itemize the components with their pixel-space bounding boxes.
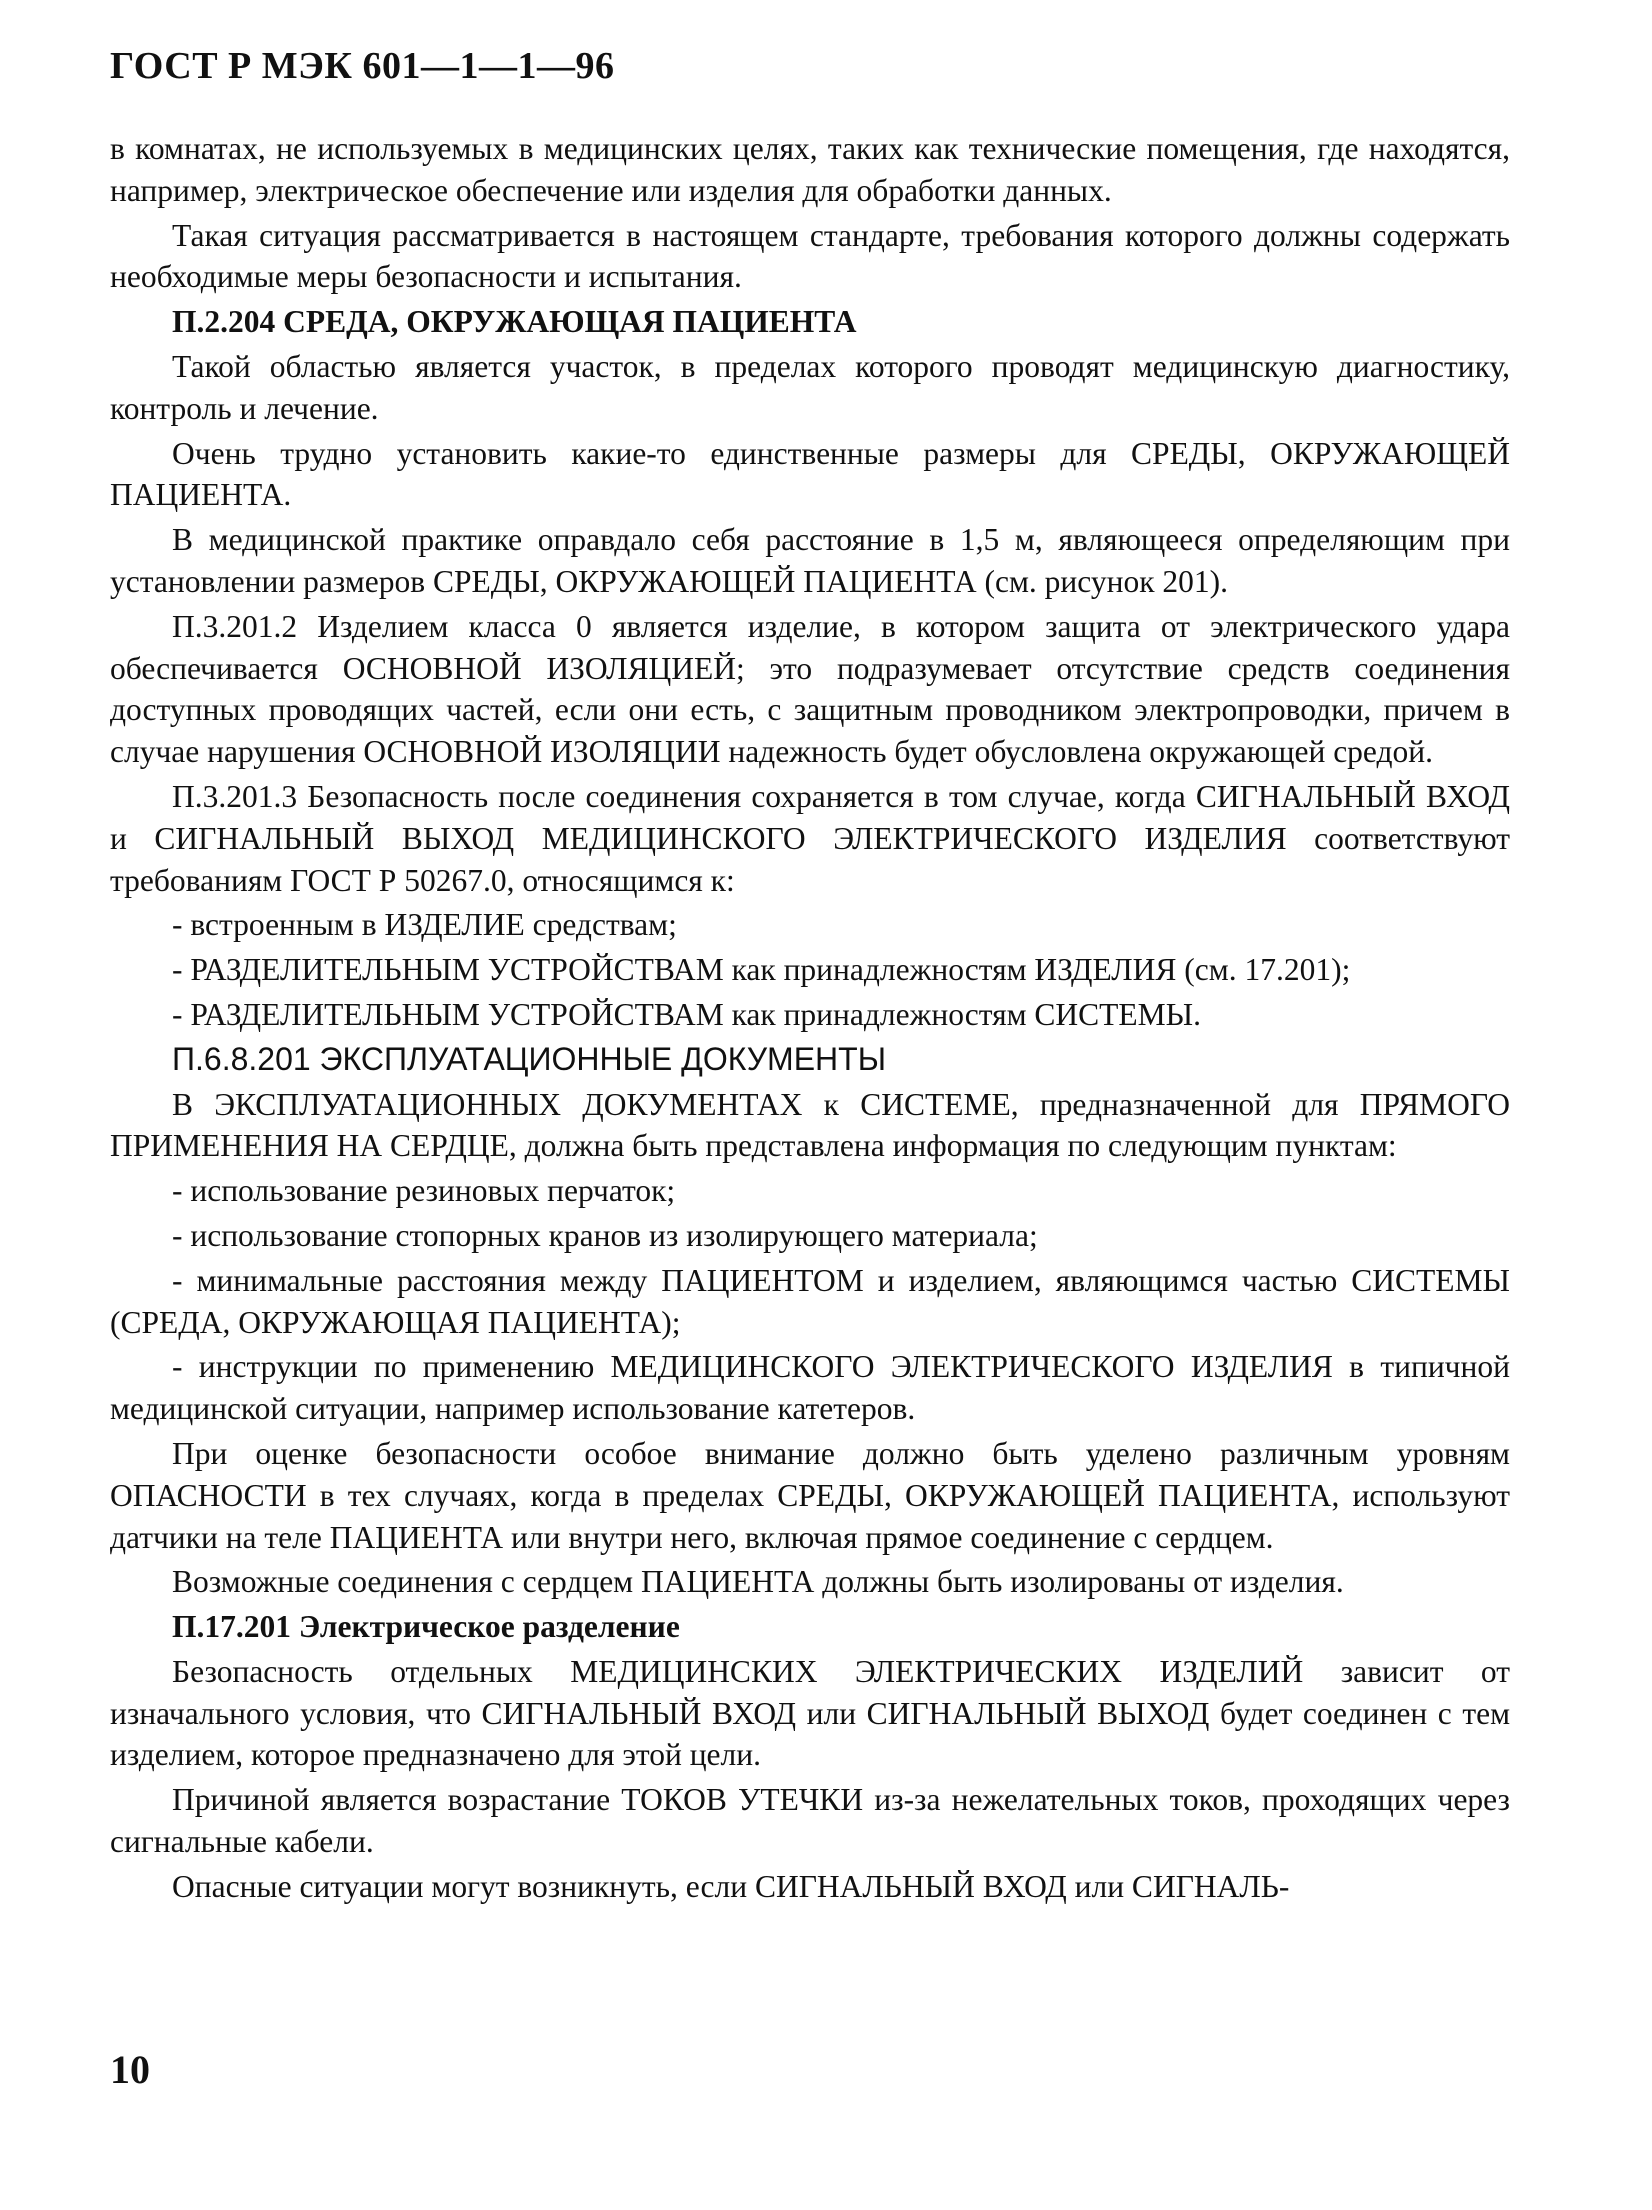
paragraph: Опасные ситуации могут возникнуть, если СИГНАЛЬНЫЙ ВХОД или СИГНАЛЬ- xyxy=(172,1868,1290,1904)
paragraph: Такая ситуация рассматривается в настоящем стандарте, требования которого должны содержать необходимые меры безопасности и испытания. xyxy=(110,217,1510,295)
list-item: - использование стопорных кранов из изолирующего материала; xyxy=(172,1217,1038,1253)
document-header: ГОСТ Р МЭК 601—1—1—96 xyxy=(110,45,615,87)
section-heading: П.17.201 Электрическое разделение xyxy=(172,1609,680,1645)
paragraph: Очень трудно установить какие-то единственные размеры для СРЕДЫ, ОКРУЖАЮЩЕЙ ПАЦИЕНТА. xyxy=(110,435,1510,513)
paragraph: Возможные соединения с сердцем ПАЦИЕНТА должны быть изолированы от изделия. xyxy=(172,1564,1344,1600)
list-item: - РАЗДЕЛИТЕЛЬНЫМ УСТРОЙСТВАМ как принадлежностям СИСТЕМЫ. xyxy=(172,996,1201,1032)
paragraph: Такой областью является участок, в пределах которого проводят медицинскую диагностику, контроль и лечение. xyxy=(110,348,1510,426)
paragraph: При оценке безопасности особое внимание должно быть уделено различным уровням ОПАСНОСТИ в тех случаях, когда в пределах СРЕДЫ, ОКРУЖАЮЩЕЙ ПАЦИЕНТА, используют датчики на теле ПАЦИЕНТА или внутри него, включая прямое соединение с сердцем. xyxy=(110,1435,1510,1555)
list-item: - РАЗДЕЛИТЕЛЬНЫМ УСТРОЙСТВАМ как принадлежностям ИЗДЕЛИЯ (см. 17.201); xyxy=(172,952,1351,988)
list-item: - встроенным в ИЗДЕЛИЕ средствам; xyxy=(172,907,677,943)
paragraph: П.3.201.3 Безопасность после соединения сохраняется в том случае, когда СИГНАЛЬНЫЙ ВХОД и СИГНАЛЬНЫЙ ВЫХОД МЕДИЦИНСКОГО ЭЛЕКТРИЧЕСКОГО ИЗДЕЛИЯ соответствуют требованиям ГОСТ Р 50267.0, относящимся к: xyxy=(110,778,1510,898)
section-heading: П.6.8.201 ЭКСПЛУАТАЦИОННЫЕ ДОКУМЕНТЫ xyxy=(172,1040,887,1077)
paragraph: Безопасность отдельных МЕДИЦИНСКИХ ЭЛЕКТРИЧЕСКИХ ИЗДЕЛИЙ зависит от изначального условия, что СИГНАЛЬНЫЙ ВХОД или СИГНАЛЬНЫЙ ВЫХОД будет соединен с тем изделием, которое предназначено для этой цели. xyxy=(110,1653,1510,1773)
paragraph: в комнатах, не используемых в медицинских целях, таких как технические помещения, где находятся, например, электрическое обеспечение или изделия для обработки данных. xyxy=(110,131,1510,208)
section-heading: П.2.204 СРЕДА, ОКРУЖАЮЩАЯ ПАЦИЕНТА xyxy=(172,304,857,340)
paragraph: В ЭКСПЛУАТАЦИОННЫХ ДОКУМЕНТАХ к СИСТЕМЕ, предназначенной для ПРЯМОГО ПРИМЕНЕНИЯ НА СЕРДЦЕ, должна быть представлена информация по следующим пунктам: xyxy=(110,1086,1510,1164)
list-item: - минимальные расстояния между ПАЦИЕНТОМ и изделием, являющимся частью СИСТЕМЫ (СРЕДА, ОКРУЖАЮЩАЯ ПАЦИЕНТА); xyxy=(110,1262,1510,1340)
paragraph: П.3.201.2 Изделием класса 0 является изделие, в котором защита от электрического удара обеспечивается ОСНОВНОЙ ИЗОЛЯЦИЕЙ; это подразумевает отсутствие средств соединения доступных проводящих частей, если они есть, с защитным проводником электропроводки, причем в случае нарушения ОСНОВНОЙ ИЗОЛЯЦИИ надежность будет обусловлена окружающей средой. xyxy=(110,608,1510,770)
list-item: - инструкции по применению МЕДИЦИНСКОГО ЭЛЕКТРИЧЕСКОГО ИЗДЕЛИЯ в типичной медицинской ситуации, например использование катетеров. xyxy=(110,1349,1510,1427)
paragraph: В медицинской практике оправдало себя расстояние в 1,5 м, являющееся определяющим при установлении размеров СРЕДЫ, ОКРУЖАЮЩЕЙ ПАЦИЕНТА (см. рисунок 201). xyxy=(110,522,1510,599)
document-body xyxy=(110,128,1510,1911)
page-number: 10 xyxy=(110,2047,150,2092)
list-item: - использование резиновых перчаток; xyxy=(172,1173,676,1209)
paragraph: Причиной является возрастание ТОКОВ УТЕЧКИ из-за нежелательных токов, проходящих через сигнальные кабели. xyxy=(110,1782,1510,1860)
